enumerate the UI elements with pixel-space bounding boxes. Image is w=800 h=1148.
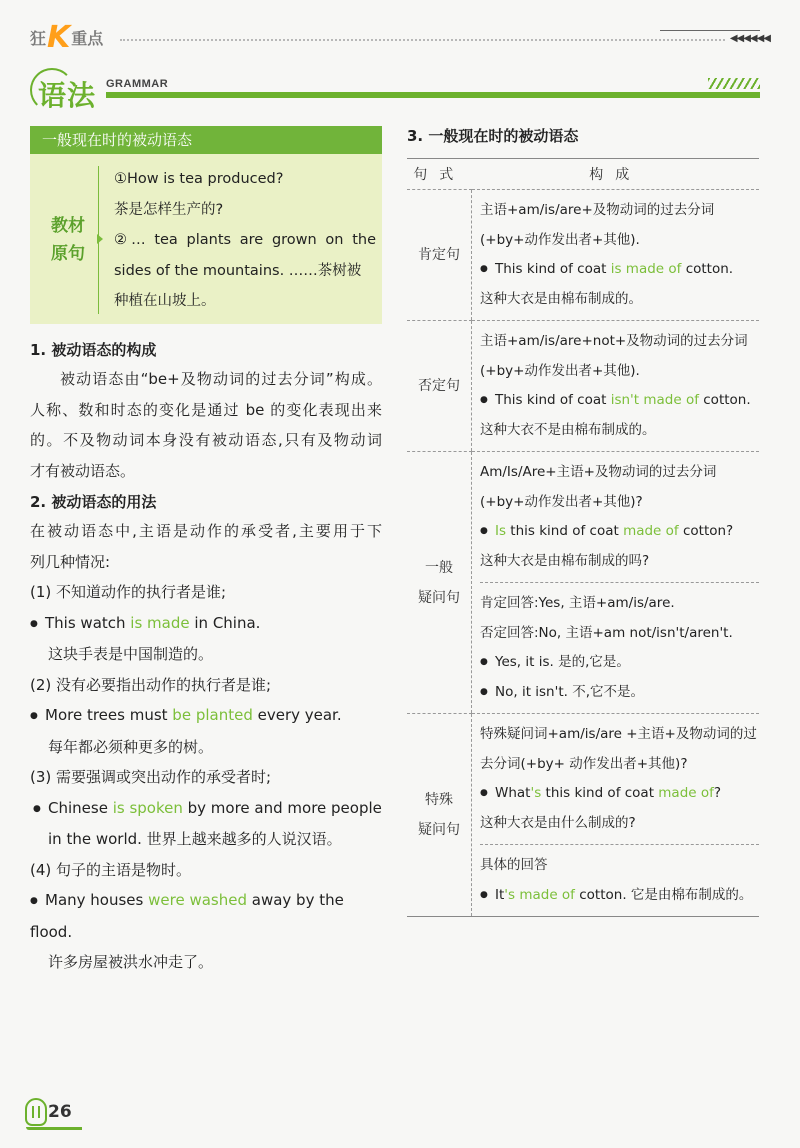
ex-text: Many houses bbox=[45, 891, 149, 909]
tb-line: 茶是怎样生产的? bbox=[114, 201, 224, 218]
ex-text: cotton. bbox=[698, 392, 751, 408]
textbook-label-2: 原句 bbox=[51, 244, 85, 264]
ex-text: It bbox=[495, 886, 505, 903]
case-translation: 许多房屋被洪水冲走了。 bbox=[48, 953, 214, 971]
page-number: 26 bbox=[48, 1102, 72, 1122]
section-bar bbox=[106, 92, 760, 98]
s1-line: 人称、数和时态的变化是通过 be 的变化表现出来 bbox=[30, 400, 382, 419]
yn-question-block bbox=[480, 458, 759, 576]
page-number-badge bbox=[22, 1094, 82, 1134]
bullet-icon bbox=[480, 392, 495, 408]
bullet-icon bbox=[480, 654, 495, 670]
row-type bbox=[407, 452, 472, 714]
ex-text: this kind of coat bbox=[541, 785, 659, 801]
section-title-en: GRAMMAR bbox=[106, 78, 169, 90]
row-content bbox=[472, 714, 760, 917]
s1-line: 的。不及物动词本身没有被动语态,只有及物动词 bbox=[30, 431, 382, 449]
bullet-icon bbox=[480, 523, 495, 539]
case-label: (4) 句子的主语是物时。 bbox=[30, 860, 192, 879]
row-translation: 这种大衣不是由棉布制成的。 bbox=[480, 421, 656, 438]
textbook-box bbox=[30, 126, 382, 324]
table-row bbox=[407, 190, 759, 321]
brand-logo bbox=[30, 20, 104, 55]
ex-highlight: is made of bbox=[610, 261, 682, 277]
case-example bbox=[30, 608, 382, 640]
textbook-label-1: 教材 bbox=[51, 216, 85, 236]
hatch-decoration-icon bbox=[708, 78, 760, 89]
textbook-sentences bbox=[114, 164, 376, 317]
table-row bbox=[407, 714, 759, 917]
row-content bbox=[472, 190, 760, 321]
ex-text: every year. bbox=[252, 706, 342, 724]
bullet-icon bbox=[480, 261, 495, 277]
table-title: 3. 一般现在时的被动语态 bbox=[407, 127, 579, 145]
case-label: (1) 不知道动作的执行者是谁; bbox=[30, 583, 227, 601]
answer-example bbox=[480, 881, 759, 911]
wh-question-block bbox=[480, 720, 759, 838]
right-column bbox=[407, 126, 759, 917]
bullet-icon bbox=[30, 891, 45, 909]
row-content bbox=[472, 321, 760, 452]
ex-highlight: isn't made of bbox=[610, 392, 699, 408]
row-translation: 这种大衣是由棉布制成的。 bbox=[480, 290, 642, 307]
ex-highlight: is spoken bbox=[112, 798, 183, 817]
bullet-icon bbox=[30, 706, 45, 724]
table-row bbox=[407, 452, 759, 714]
ex-highlight: 's bbox=[504, 886, 516, 903]
col-type-header: 句式 bbox=[407, 159, 472, 190]
row-rule: Am/Is/Are+主语+及物动词的过去分词(+by+动作发出者+其他)? bbox=[480, 464, 717, 510]
tb-line: sides of the mountains. ……茶树被 bbox=[114, 262, 362, 279]
textbook-label bbox=[48, 212, 88, 268]
row-rule: 主语+am/is/are+not+及物动词的过去分词(+by+动作发出者+其他). bbox=[480, 333, 748, 379]
row-type: 肯定句 bbox=[407, 190, 472, 321]
ex-highlight: made of bbox=[658, 785, 714, 801]
header-dotted-rule bbox=[120, 39, 725, 41]
row-example bbox=[480, 517, 759, 547]
arrow-chevrons-icon: ◀◀◀◀◀◀ bbox=[729, 33, 770, 44]
bullet-icon bbox=[480, 887, 495, 903]
bullet-icon bbox=[30, 614, 45, 632]
ex-text: cotton. bbox=[681, 261, 734, 277]
ex-text: This kind of coat bbox=[495, 261, 611, 277]
bullet-icon bbox=[480, 785, 495, 801]
s2-intro: 列几种情况: bbox=[30, 552, 111, 571]
brand-right: 重点 bbox=[71, 29, 104, 48]
ex-highlight: Is bbox=[495, 523, 507, 539]
row-type: 否定句 bbox=[407, 321, 472, 452]
header-rule bbox=[660, 30, 760, 31]
bullet-icon bbox=[480, 684, 495, 700]
row-translation: 这种大衣是由棉布制成的吗? bbox=[480, 552, 650, 569]
answer-example bbox=[480, 648, 759, 678]
lightbulb-icon bbox=[25, 1098, 47, 1126]
row-type-line: 一般 bbox=[425, 559, 453, 576]
row-rule: 特殊疑问词+am/is/are +主语+及物动词的过去分词(+by+ 动作发出者+其他)? bbox=[480, 726, 757, 772]
row-example bbox=[480, 386, 759, 416]
row-type bbox=[407, 714, 472, 917]
bracket-arrow-icon bbox=[97, 234, 103, 244]
row-content bbox=[472, 452, 760, 714]
brand-left: 狂 bbox=[30, 29, 47, 48]
case-translation: 这块手表是中国制造的。 bbox=[48, 645, 214, 663]
row-example bbox=[480, 255, 759, 285]
row-type-line: 疑问句 bbox=[418, 589, 460, 606]
case-example bbox=[30, 700, 382, 732]
ex-text: Yes, it is. 是的,它是。 bbox=[495, 654, 630, 670]
ex-text: by more and more people in the world. 世界上越来越多的人说汉语。 bbox=[48, 798, 382, 848]
case-label: (2) 没有必要指出动作的执行者是谁; bbox=[30, 675, 272, 694]
ex-highlight: made of bbox=[519, 886, 575, 903]
s1-line: 被动语态由“be+及物动词的过去分词”构成。 bbox=[60, 370, 382, 388]
answer-negative: 否定回答:No, 主语+am not/isn't/aren't. bbox=[480, 624, 733, 641]
case-example bbox=[30, 885, 382, 947]
ex-text: cotton. 它是由棉布制成的。 bbox=[574, 886, 753, 903]
ex-highlight: made of bbox=[623, 523, 679, 539]
brand-k: K bbox=[47, 20, 71, 55]
grammar-table bbox=[407, 158, 759, 917]
textbook-box-title: 一般现在时的被动语态 bbox=[30, 126, 382, 154]
ex-text: cotton? bbox=[678, 523, 734, 539]
case-label: (3) 需要强调或突出动作的承受者时; bbox=[30, 768, 272, 786]
page-number-underline bbox=[26, 1127, 82, 1130]
row-rule: 主语+am/is/are+及物动词的过去分词(+by+动作发出者+其他). bbox=[480, 202, 715, 248]
table-row bbox=[407, 321, 759, 452]
ex-highlight: were washed bbox=[148, 891, 247, 909]
row-example bbox=[480, 779, 759, 809]
ex-text: in China. bbox=[189, 613, 261, 632]
row-type-line: 特殊 bbox=[425, 792, 453, 808]
s2-intro: 在被动语态中,主语是动作的承受者,主要用于下 bbox=[30, 522, 382, 540]
section-1-title: 1. 被动语态的构成 bbox=[30, 341, 157, 359]
ex-highlight: be planted bbox=[172, 706, 253, 724]
s1-line: 才有被动语态。 bbox=[30, 461, 136, 480]
yn-answer-block bbox=[480, 582, 759, 707]
bullet-icon bbox=[33, 799, 48, 817]
section-2-title: 2. 被动语态的用法 bbox=[30, 493, 157, 511]
col-form-header: 构成 bbox=[472, 159, 760, 190]
ex-highlight: 's bbox=[530, 785, 542, 801]
ex-text: ? bbox=[713, 785, 722, 801]
grammar-badge bbox=[30, 66, 104, 110]
ex-text: away by the flood. bbox=[30, 891, 344, 941]
row-type-line: 疑问句 bbox=[418, 822, 460, 838]
ex-text: No, it isn't. 不,它不是。 bbox=[495, 683, 644, 700]
ex-text: Chinese bbox=[48, 798, 113, 817]
ex-text: This watch bbox=[45, 613, 131, 632]
ex-text: What bbox=[495, 785, 531, 801]
row-translation: 这种大衣是由什么制成的? bbox=[480, 814, 636, 831]
ex-text: this kind of coat bbox=[506, 523, 624, 539]
tb-line: 种植在山坡上。 bbox=[114, 293, 216, 309]
ex-highlight: is made bbox=[130, 613, 190, 632]
answer-example bbox=[480, 678, 759, 708]
tb-line: ②… tea plants are grown on the bbox=[114, 232, 376, 248]
ex-text: More trees must bbox=[45, 706, 173, 724]
tb-line: ①How is tea produced? bbox=[114, 171, 284, 187]
wh-answer-block bbox=[480, 844, 759, 910]
case-example bbox=[30, 793, 382, 855]
answer-positive: 肯定回答:Yes, 主语+am/is/are. bbox=[480, 595, 675, 611]
case-translation: 每年都必须种更多的树。 bbox=[48, 737, 214, 756]
ex-text: This kind of coat bbox=[495, 392, 611, 408]
table-header-row bbox=[407, 159, 759, 190]
section-title-zh: 语法 bbox=[38, 79, 97, 112]
specific-answer-label: 具体的回答 bbox=[480, 857, 548, 873]
left-column bbox=[30, 126, 382, 978]
